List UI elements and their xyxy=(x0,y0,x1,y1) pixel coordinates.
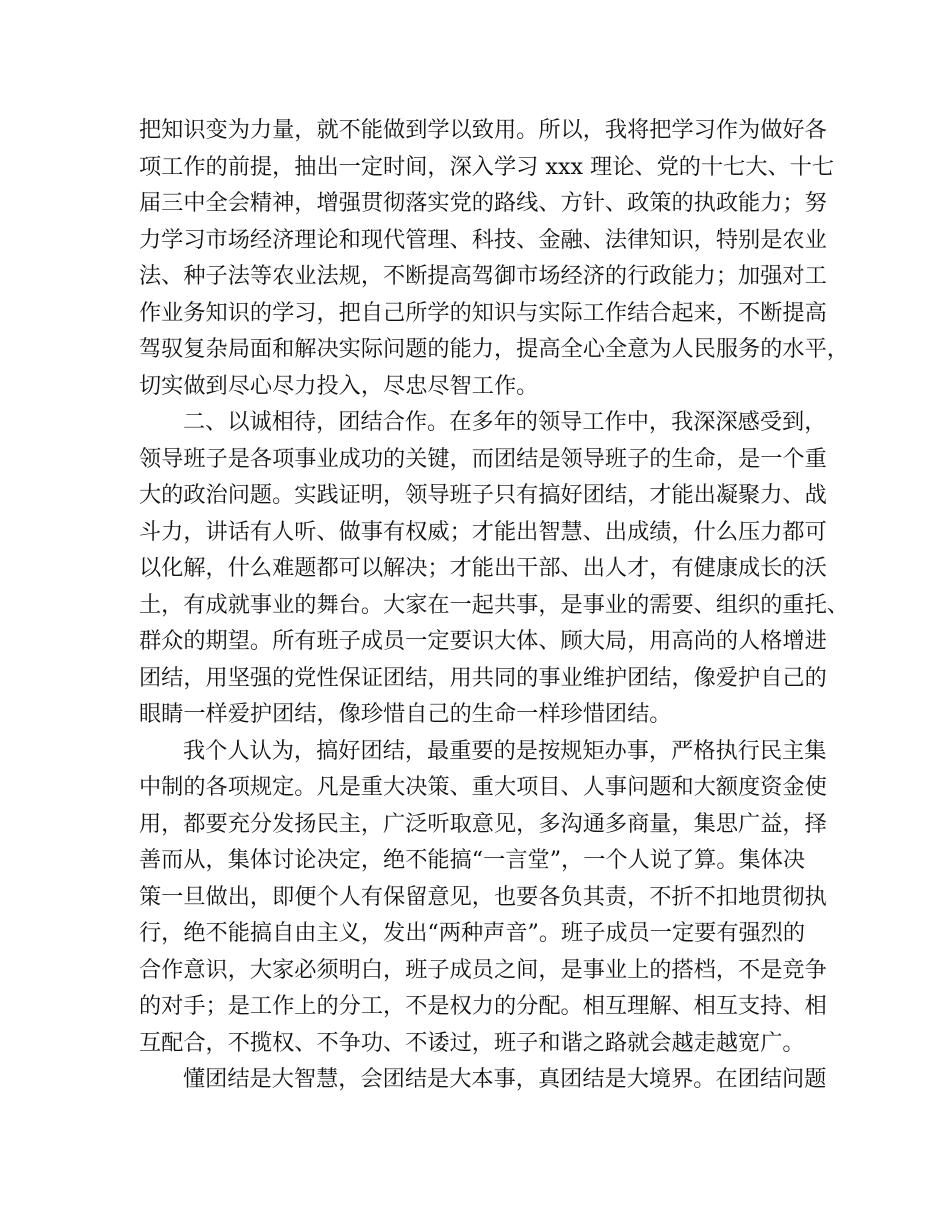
text-line: 大的政治问题。实践证明，领导班子只有搞好团结，才能出凝聚力、战 xyxy=(139,482,827,508)
text-line: 把知识变为力量，就不能做到学以致用。所以，我将把学习作为做好各 xyxy=(139,117,827,143)
text-line: 作业务知识的学习，把自己所学的知识与实际工作结合起来，不断提高 xyxy=(139,299,827,326)
text-line: 驾驭复杂局面和解决实际问题的能力，提高全心全意为人民服务的水平， xyxy=(139,336,849,362)
text-line: 善而从，集体讨论决定，绝不能搞“一言堂”，一个人说了算。集体决 xyxy=(139,847,806,873)
text-line: 团结，用坚强的党性保证团结，用共同的事业维护团结，像爱护自己的 xyxy=(139,664,827,691)
text-line: 互配合，不揽权、不争功、不诿过，班子和谐之路就会越走越宽广。 xyxy=(139,1029,805,1056)
text-line: 中制的各项规定。凡是重大决策、重大项目、人事问题和大额度资金使 xyxy=(139,774,827,800)
text-line: 群众的期望。所有班子成员一定要识大体、顾大局，用高尚的人格增进 xyxy=(139,628,827,654)
text-line: 土，有成就事业的舞台。大家在一起共事，是事业的需要、组织的重托、 xyxy=(139,591,849,618)
text-line: 行，绝不能搞自由主义，发出“两种声音”。班子成员一定要有强烈的 xyxy=(139,920,806,946)
text-line: 懂团结是大智慧，会团结是大本事，真团结是大境界。在团结问题 xyxy=(183,1066,827,1092)
document-body xyxy=(139,112,849,1098)
text-line: 眼睛一样爱护团结，像珍惜自己的生命一样珍惜团结。 xyxy=(139,701,672,727)
text-line: 以化解，什么难题都可以解决；才能出干部、出人才，有健康成长的沃 xyxy=(139,555,827,581)
text-line: 二、以诚相待，团结合作。在多年的领导工作中，我深深感受到， xyxy=(183,409,827,435)
text-line: 的对手；是工作上的分工，不是权力的分配。相互理解、相互支持、相 xyxy=(139,993,827,1019)
text-line: 斗力，讲话有人听、做事有权威；才能出智慧、出成绩，什么压力都可 xyxy=(139,518,827,545)
text-line: 届三中全会精神，增强贯彻落实党的路线、方针、政策的执政能力；努 xyxy=(139,190,827,216)
text-line: 策一旦做出，即便个人有保留意见，也要各负其责，不折不扣地贯彻执 xyxy=(139,883,827,910)
text-line: 项工作的前提，抽出一定时间，深入学习 xxx 理论、党的十七大、十七 xyxy=(139,153,835,180)
text-line: 切实做到尽心尽力投入，尽忠尽智工作。 xyxy=(139,372,539,399)
text-line: 合作意识，大家必须明白，班子成员之间，是事业上的搭档，不是竞争 xyxy=(139,956,827,983)
text-line: 法、种子法等农业法规，不断提高驾御市场经济的行政能力；加强对工 xyxy=(139,263,827,289)
text-line: 我个人认为，搞好团结，最重要的是按规矩办事，严格执行民主集 xyxy=(183,737,827,764)
text-line: 领导班子是各项事业成功的关键，而团结是领导班子的生命，是一个重 xyxy=(139,445,827,472)
text-line: 力学习市场经济理论和现代管理、科技、金融、法律知识，特别是农业 xyxy=(139,226,827,253)
text-line: 用，都要充分发扬民主，广泛听取意见，多沟通多商量，集思广益，择 xyxy=(139,810,827,837)
